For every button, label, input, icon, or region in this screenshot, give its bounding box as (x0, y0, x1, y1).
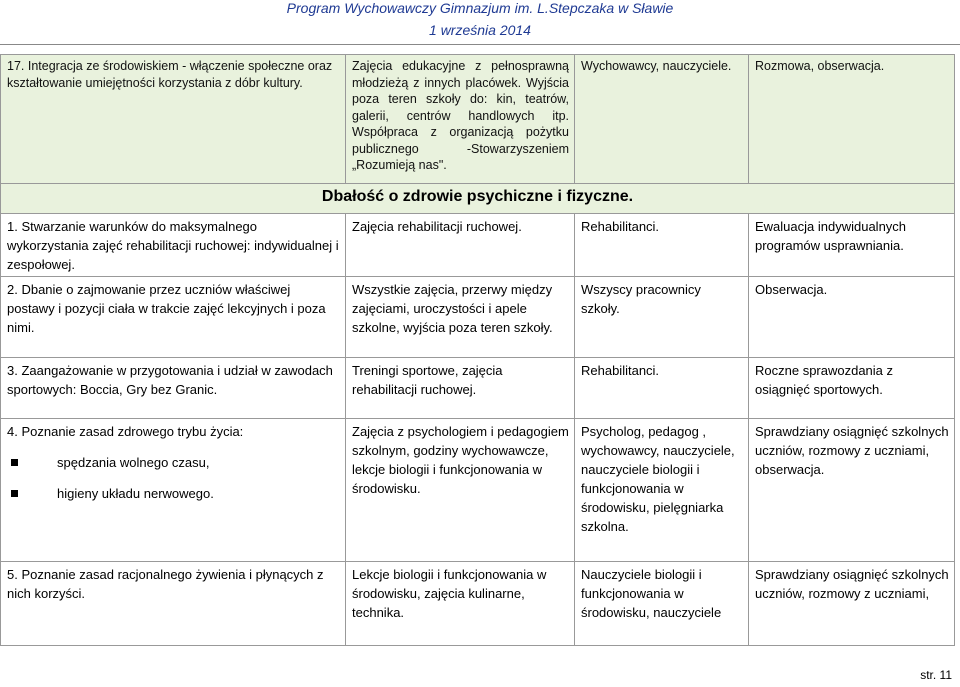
responsible-cell: Wychowawcy, nauczyciele. (575, 55, 749, 184)
forms-cell: Wszystkie zajęcia, przerwy między zajęciami, uroczystości i apele szkolne, wyjścia poza teren szkoły. (346, 277, 575, 358)
forms-cell: Zajęcia edukacyjne z pełnosprawną młodzieżą z innych placówek. Wyjścia poza teren szkoły do: kin, teatrów, galerii, centrów handlowych itp. Współpraca z organizacją pożytku publicznego -Stowarzyszeniem „Rozumieją nas". (346, 55, 575, 184)
task-cell: 2. Dbanie o zajmowanie przez uczniów właściwej postawy i pozycji ciała w trakcie zajęć lekcyjnych i poza nimi. (1, 277, 346, 358)
task-intro: 4. Poznanie zasad zdrowego trybu życia: (7, 424, 244, 439)
responsible-cell: Wszyscy pracownicy szkoły. (575, 277, 749, 358)
forms-cell: Zajęcia rehabilitacji ruchowej. (346, 214, 575, 277)
table-row (1, 562, 955, 646)
table-row (1, 214, 955, 277)
responsible-cell: Rehabilitanci. (575, 358, 749, 419)
evaluation-cell: Sprawdziany osiągnięć szkolnych uczniów, rozmowy z uczniami, (749, 562, 955, 646)
table-row (1, 55, 955, 184)
task-cell: 1. Stwarzanie warunków do maksymalnego wykorzystania zajęć rehabilitacji ruchowej: indywidualnej i zespołowej. (1, 214, 346, 277)
header-divider (0, 44, 960, 45)
document-header-title: Program Wychowawczy Gimnazjum im. L.Stepczaka w Sławie (286, 0, 674, 16)
responsible-cell: Rehabilitanci. (575, 214, 749, 277)
document-header-date: 1 września 2014 (429, 22, 531, 38)
section-header-row (1, 184, 955, 214)
evaluation-cell: Rozmowa, obserwacja. (749, 55, 955, 184)
evaluation-cell: Ewaluacja indywidualnych programów usprawniania. (749, 214, 955, 277)
forms-cell: Treningi sportowe, zajęcia rehabilitacji ruchowej. (346, 358, 575, 419)
task-cell: 17. Integracja ze środowiskiem - włączenie społeczne oraz kształtowanie umiejętności korzystania z dóbr kultury. (1, 55, 346, 184)
responsible-cell: Psycholog, pedagog , wychowawcy, nauczyciele, nauczyciele biologii i funkcjonowania w środowisku, pielęgniarka szkolna. (575, 419, 749, 562)
evaluation-cell: Obserwacja. (749, 277, 955, 358)
task-cell (1, 419, 346, 562)
evaluation-cell: Roczne sprawozdania z osiągnięć sportowych. (749, 358, 955, 419)
table-row (1, 358, 955, 419)
evaluation-cell: Sprawdziany osiągnięć szkolnych uczniów, rozmowy z uczniami, obserwacja. (749, 419, 955, 562)
forms-cell: Lekcje biologii i funkcjonowania w środowisku, zajęcia kulinarne, technika. (346, 562, 575, 646)
task-cell: 3. Zaangażowanie w przygotowania i udział w zawodach sportowych: Boccia, Gry bez Granic. (1, 358, 346, 419)
bullet-item: spędzania wolnego czasu, (7, 453, 340, 472)
bullet-item: higieny układu nerwowego. (7, 484, 340, 503)
table-row (1, 277, 955, 358)
section-title: Dbałość o zdrowie psychiczne i fizyczne. (1, 184, 955, 214)
task-cell: 5. Poznanie zasad racjonalnego żywienia i płynących z nich korzyści. (1, 562, 346, 646)
responsible-cell: Nauczyciele biologii i funkcjonowania w środowisku, nauczyciele (575, 562, 749, 646)
program-table (0, 54, 955, 646)
table-row (1, 419, 955, 562)
page-number: str. 11 (920, 668, 952, 682)
forms-cell: Zajęcia z psychologiem i pedagogiem szkolnym, godziny wychowawcze, lekcje biologii i funkcjonowania w środowisku. (346, 419, 575, 562)
